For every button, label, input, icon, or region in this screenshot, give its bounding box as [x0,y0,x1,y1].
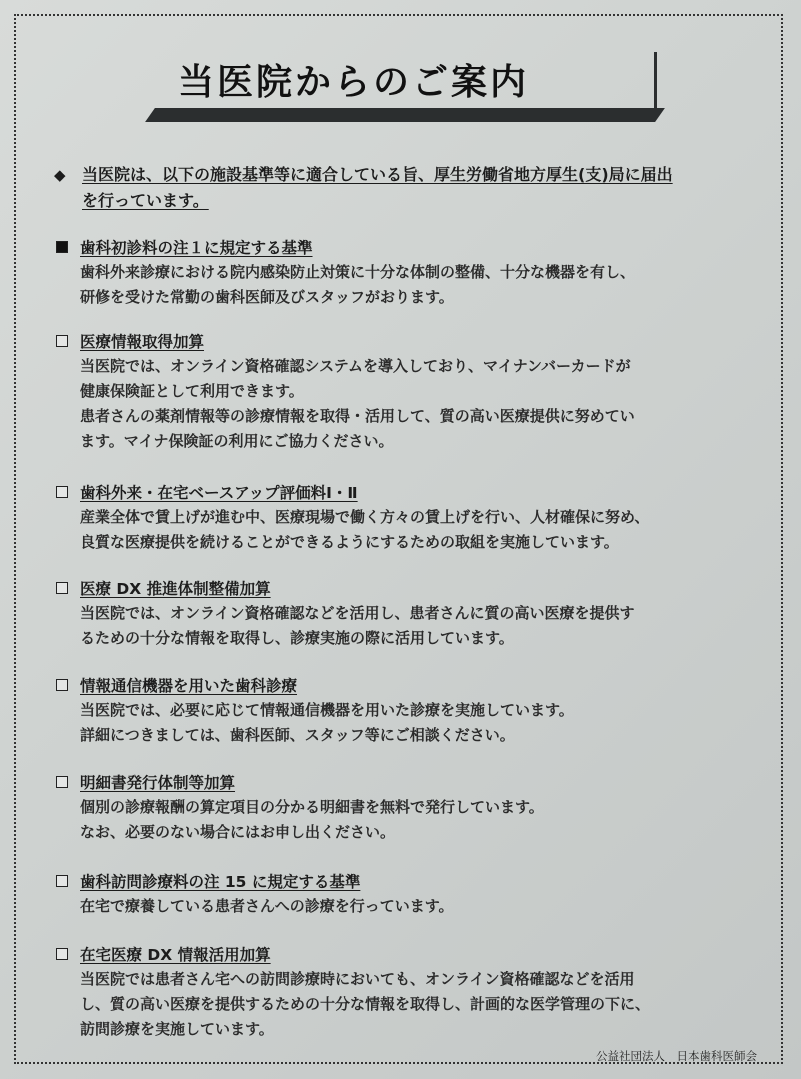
diamond-bullet-icon: ◆ [54,166,66,184]
section-line: 訪問診療を実施しています。 [80,1020,274,1038]
section-line: 在宅で療養している患者さんへの診療を行っています。 [80,897,454,915]
section-title: 歯科初診料の注１に規定する基準 [80,239,313,257]
intro-notice [54,162,760,214]
section-initial-visit-standard [56,236,766,310]
section-base-up-evaluation [56,481,766,555]
section-title: 医療 DX 推進体制整備加算 [80,580,271,598]
section-line: 当医院では、オンライン資格確認などを活用し、患者さんに質の高い医療を提供す [80,604,635,622]
section-line: 健康保険証として利用できます。 [80,382,304,400]
section-line: 当医院では、オンライン資格確認システムを導入しており、マイナンバーカードが [80,357,631,375]
page-title: 当医院からのご案内 [178,62,530,103]
section-line: 歯科外来診療における院内感染防止対策に十分な体制の整備、十分な機器を有し、 [80,263,636,281]
intro-line: を行っています。 [82,191,209,210]
section-telecom-dental [56,674,766,748]
section-title: 歯科訪問診療料の注 15 に規定する基準 [80,873,361,891]
section-home-visit-standard [56,870,766,919]
checkbox-icon [56,241,68,253]
section-line: 産業全体で賃上げが進む中、医療現場で働く方々の賃上げを行い、人材確保に努め、 [80,508,650,526]
section-line: るための十分な情報を取得し、診療実施の際に活用しています。 [80,629,514,647]
section-itemized-bill [56,771,766,845]
section-line: 当医院では、必要に応じて情報通信機器を用いた診療を実施しています。 [80,701,574,719]
section-line: 個別の診療報酬の算定項目の分かる明細書を無料で発行しています。 [80,798,544,816]
section-line: 当医院では患者さん宅への訪問診療時においても、オンライン資格確認などを活用 [80,970,635,988]
title-underline-bar [145,108,665,122]
section-title: 明細書発行体制等加算 [80,774,236,792]
section-line: し、質の高い医療を提供するための十分な情報を取得し、計画的な医学管理の下に、 [80,995,651,1013]
checkbox-icon [56,486,68,498]
checkbox-icon [56,335,68,347]
section-title: 歯科外来・在宅ベースアップ評価料Ⅰ・Ⅱ [80,484,358,502]
section-medical-dx [56,577,766,651]
checkbox-icon [56,948,68,960]
title-block [150,52,660,124]
intro-line: 当医院は、以下の施設基準等に適合している旨、厚生労働省地方厚生(支)局に届出 [82,165,673,184]
checkbox-icon [56,582,68,594]
section-line: なお、必要のない場合にはお申し出ください。 [80,823,396,841]
section-line: 詳細につきましては、歯科医師、スタッフ等にご相談ください。 [80,726,515,744]
checkbox-icon [56,679,68,691]
section-line: ます。マイナ保険証の利用にご協力ください。 [80,432,394,450]
section-line: 患者さんの薬剤情報等の診療情報を取得・活用して、質の高い医療提供に努めてい [80,407,635,425]
checkbox-icon [56,875,68,887]
section-line: 研修を受けた常勤の歯科医師及びスタッフがおります。 [80,288,454,306]
publisher-credit: 公益社団法人 日本歯科医師会 [596,1049,757,1063]
section-medical-info-acquisition [56,330,766,454]
checkbox-icon [56,776,68,788]
section-home-dx [56,943,766,1042]
section-line: 良質な医療提供を続けることができるようにするための取組を実施しています。 [80,533,619,551]
section-title: 情報通信機器を用いた歯科診療 [80,677,298,695]
section-title: 在宅医療 DX 情報活用加算 [80,946,271,964]
section-title: 医療情報取得加算 [80,333,205,351]
